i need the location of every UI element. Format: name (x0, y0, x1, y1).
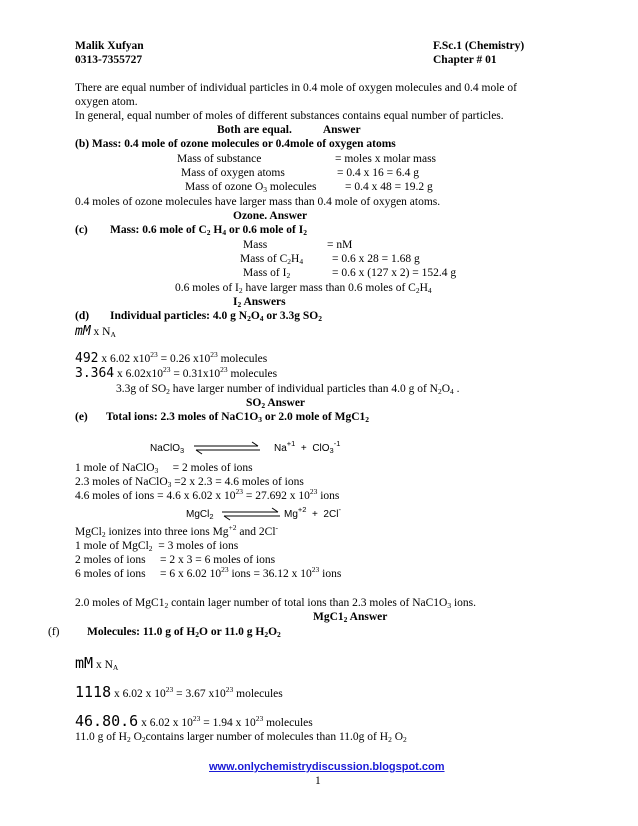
eq-naclo3-reactant: NaClO$_3$ (150, 443, 185, 455)
eq-naclo3-products: $Na^{+1} + ClO_3^{-1}$ (274, 439, 341, 455)
answer-d: $SO_2$ Answer (246, 397, 306, 410)
b-eq1-left: Mass of substance (177, 153, 262, 165)
b-eq1-right: = moles x molar mass (335, 153, 437, 165)
b-eq3-left: Mass of ozone $O_3$ molecules (185, 181, 317, 194)
section-b-heading: (b) Mass: 0.4 mole of ozone molecules or 0.4mole of oxygen atoms (75, 138, 396, 150)
d-conclusion: 3.3g of $SO_2$ have larger number of individual particles than 4.0 g of $N_2O_4$ . (116, 383, 460, 396)
eq-mgcl2-products: $Mg^{+2} + 2Cl^-$ (284, 505, 341, 520)
e-line-1: 1 mole of NaClO$_3$ = 2 moles of ions (75, 462, 253, 475)
e-line-7: 6 moles of ions = 6 x 6.02 $10^{23}$ ions = 36.12 x $10^{23}$ ions (75, 565, 342, 580)
answer-c: $I_2$ Answers (233, 296, 286, 309)
c-eq3-left: Mass of $I_2$ (243, 267, 291, 280)
d-formula: mM x $N_A$ (75, 324, 116, 339)
f-calc-2: 46.80.6 x 6.02 x $10^{23} = 1.94$ x $10^{23}$ molecules (75, 712, 313, 730)
course-title: F.Sc.1 (Chemistry) (433, 40, 525, 52)
c-eq3-right: = 0.6 x (127 x 2) = 152.4 g (332, 267, 457, 279)
author-phone: 0313-7355727 (75, 54, 143, 66)
f-formula: mM x $N_A$ (75, 654, 119, 672)
section-e-label: (e) (75, 411, 88, 423)
page-number: 1 (315, 775, 321, 787)
section-c-label: (c) (75, 224, 88, 236)
intro-line-3: In general, equal number of moles of different substances contains equal number of particles. (75, 110, 504, 122)
chapter-number: Chapter # 01 (433, 54, 497, 66)
section-c-heading: Mass: 0.6 mole of $C_2$ $H_4$ or 0.6 mole of $I_2$ (110, 224, 307, 237)
eq-mgcl2-reactant: MgCl$_2$ (186, 509, 214, 521)
section-f-label: (f) (48, 626, 60, 638)
d-calc-2: 3.364 x $6.02x10^{23} = 0.31x10^{23}$ molecules (75, 365, 278, 381)
b-eq2-left: Mass of oxygen atoms (181, 167, 285, 179)
e-line-2: 2.3 moles of NaClO$_3$ =2 x 2.3 = 4.6 moles of ions (75, 476, 304, 489)
f-conclusion: 11.0 g of $H_2$ $O_2contains$ larger number of molecules than 11.0g of $H_2$ $O_2$ (75, 731, 407, 744)
footer-link[interactable]: www.onlychemistrydiscussion.blogspot.com (209, 761, 445, 773)
b-eq3-right: = 0.4 x 48 = 19.2 g (345, 181, 433, 193)
c-eq2-right: = 0.6 x 28 = 1.68 g (332, 253, 420, 265)
c-eq1-left: Mass (243, 239, 268, 251)
answer-a: Both are equal. Answer (217, 124, 361, 136)
answer-e: $MgC1_2$ Answer (313, 611, 388, 624)
c-eq2-left: Mass of $C_2H_4$ (240, 253, 304, 266)
section-d-heading: Individual particles: 4.0 g $N_2O_4$ or 3.3g $SO_2$ (110, 310, 323, 323)
c-conclusion: 0.6 moles of $I_2$ have larger mass than 0.6 moles of $C_2H_4$ (175, 282, 432, 295)
d-calc-1: 492 x 6.02 $x10^{23} = 0.26$ $x10^{23}$ molecules (75, 350, 268, 366)
e-line-5: 1 mole of MgCl$_2$ = 3 moles of ions (75, 540, 239, 553)
f-calc-1: 1118 x 6.02 x $10^{23} = 3.67$ $x10^{23}$ molecules (75, 683, 283, 701)
e-line-6: 2 moles of ions = 2 x 3 = 6 moles of ions (75, 554, 276, 566)
equilibrium-arrow-icon (192, 441, 262, 455)
e-conclusion: 2.0 moles of $MgC1_2$ contain lager number of total ions than 2.3 moles of $NaC1O_3$ ions. (75, 597, 477, 610)
e-line-4: MgCl$_2$ ionizes into three ions $Mg^{+2}$ and 2Cl- (75, 523, 279, 539)
section-e-heading: Total ions: 2.3 moles of $NaC1O_3$ or 2.0 mole of $MgC1_2$ (106, 411, 370, 424)
b-conclusion: 0.4 moles of ozone molecules have larger mass than 0.4 mole of oxygen atoms. (75, 196, 441, 208)
equilibrium-arrow-icon (220, 507, 282, 521)
intro-line-2: oxygen atom. (75, 96, 138, 108)
section-f-heading: Molecules: 11.0 g of $H_2O$ or 11.0 g $H_2O_2$ (87, 626, 281, 639)
intro-line-1: There are equal number of individual particles in 0.4 mole of oxygen molecules and 0.4 mole of (75, 82, 517, 94)
author-name: Malik Xufyan (75, 40, 144, 52)
answer-b: Ozone. Answer (233, 210, 308, 222)
e-line-3: 4.6 moles of ions = 4.6 x 6.02 x $10^{23} = 27.692$ x $10^{23}$ ions (75, 487, 340, 502)
b-eq2-right: = 0.4 x 16 = 6.4 g (337, 167, 419, 179)
c-eq1-right: = nM (327, 239, 353, 251)
section-d-label: (d) (75, 310, 90, 322)
